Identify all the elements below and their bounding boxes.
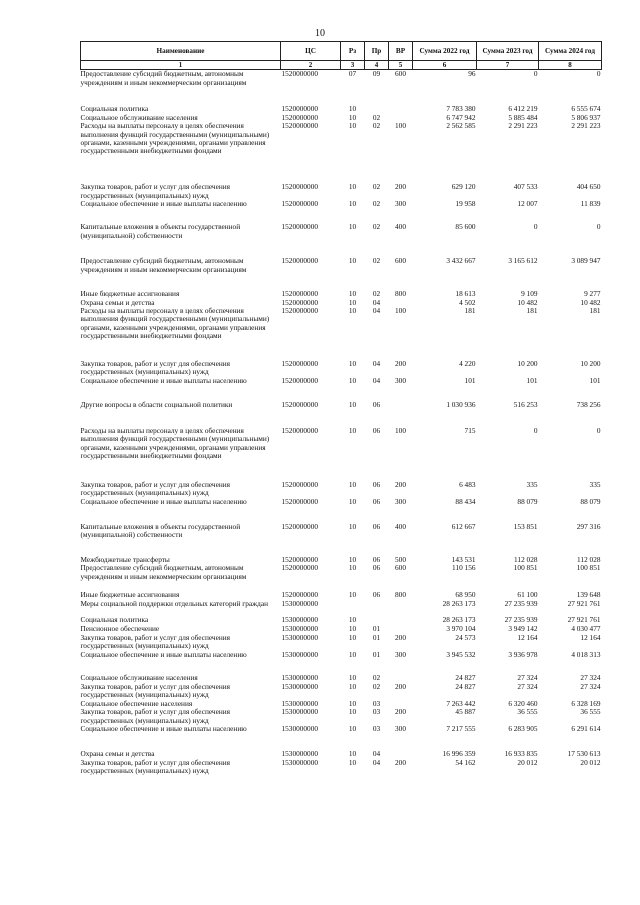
row-cs: 1530000000 [281,681,318,691]
row-name: Закупка товаров, работ и услуг для обеспечения государственных (муниципальных) нужд [80,707,230,725]
table-row [81,481,602,498]
row-sum-2024: 4 030 477 [571,624,601,634]
row-rz: 10 [348,256,357,266]
table-row [81,708,602,725]
table-body [81,70,602,777]
table-row [81,427,602,481]
row-sum-2024: 12 164 [580,632,601,642]
row-sum-2024: 27 921 761 [567,615,601,625]
table-row [81,651,602,674]
row-vr: 800 [395,590,406,600]
table-row [81,725,602,750]
row-sum-2024: 335 [589,480,601,490]
row-vr: 400 [395,222,406,232]
row-sum-2024: 0 [596,426,601,436]
column-number: 3 [341,61,365,70]
row-name: Охрана семьи и детства [80,297,155,307]
table-row [81,223,602,257]
row-sum-2022: 3 945 532 [446,649,476,659]
row-sum-2022: 16 996 359 [442,749,476,759]
header-sum-2022: Сумма 2022 год [413,42,477,61]
row-sum-2024: 88 079 [580,497,601,507]
row-cs: 1530000000 [281,649,318,659]
row-pr: 02 [372,681,381,691]
row-pr: 04 [372,359,381,369]
row-rz: 10 [348,297,357,307]
row-cs: 1520000000 [281,222,318,232]
row-vr: 200 [395,480,406,490]
row-rz: 10 [348,707,357,717]
header-sum-2023: Сумма 2023 год [477,42,539,61]
row-sum-2022: 24 573 [455,632,476,642]
row-name: Закупка товаров, работ и услуг для обеспечения государственных (муниципальных) нужд [80,480,230,498]
row-sum-2023: 6 283 905 [508,724,538,734]
row-name: Предоставление субсидий бюджетным, автономным учреждениям и иным некоммерческим организациям [80,69,247,87]
table-row [81,564,602,591]
row-sum-2024: 3 089 947 [571,256,601,266]
row-sum-2023: 6 412 219 [508,104,538,114]
row-sum-2023: 335 [526,480,538,490]
row-cs: 1520000000 [281,121,318,131]
table-row [81,257,602,290]
row-sum-2023: 16 933 835 [504,749,538,759]
table-header [81,42,602,70]
row-pr: 04 [372,757,381,767]
row-cs: 1530000000 [281,724,318,734]
row-cs: 1520000000 [281,104,318,114]
row-pr: 06 [372,426,381,436]
row-pr: 06 [372,563,381,573]
row-cs: 1520000000 [281,590,318,600]
row-sum-2024: 6 555 674 [571,104,601,114]
row-rz: 07 [348,69,357,79]
row-pr: 06 [372,400,381,410]
table-row [81,122,602,183]
column-number: 5 [389,61,413,70]
row-sum-2022: 629 120 [451,182,476,192]
row-sum-2024: 101 [589,376,601,386]
column-number: 4 [365,61,389,70]
row-sum-2022: 715 [464,426,476,436]
row-pr: 01 [372,624,381,634]
row-sum-2024: 17 530 613 [567,749,601,759]
row-sum-2022: 7 217 555 [446,724,476,734]
row-rz: 10 [348,757,357,767]
header-pr: Пр [365,42,389,61]
row-pr: 06 [372,480,381,490]
row-sum-2023: 100 851 [513,563,538,573]
row-pr: 02 [372,182,381,192]
row-cs: 1520000000 [281,306,318,316]
row-vr: 300 [395,199,406,209]
row-sum-2023: 101 [526,376,538,386]
row-name: Межбюджетные трансферты [80,555,170,565]
row-sum-2024: 404 650 [576,182,601,192]
row-name: Предоставление субсидий бюджетным, автономным учреждениям и иным некоммерческим организациям [80,563,247,581]
row-pr: 04 [372,306,381,316]
row-sum-2024: 6 328 169 [571,698,601,708]
row-name: Предоставление субсидий бюджетным, автономным учреждениям и иным некоммерческим организациям [80,256,247,274]
row-sum-2024: 0 [596,222,601,232]
row-name: Социальная политика [80,104,149,114]
row-sum-2023: 12 164 [517,632,538,642]
table-row [81,183,602,200]
row-cs: 1520000000 [281,555,318,565]
table-row [81,498,602,523]
row-name: Социальное обеспечение и иные выплаты населению [80,649,247,659]
row-sum-2023: 5 885 484 [508,112,538,122]
row-name: Социальное обслуживание населения [80,672,198,682]
row-cs: 1520000000 [281,289,318,299]
row-sum-2022: 3 970 104 [446,624,476,634]
column-number: 7 [477,61,539,70]
row-sum-2024: 0 [596,69,601,79]
row-cs: 1530000000 [281,615,318,625]
row-pr: 09 [372,69,381,79]
row-rz: 10 [348,624,357,634]
row-pr: 01 [372,632,381,642]
row-rz: 10 [348,632,357,642]
row-vr: 400 [395,522,406,532]
row-pr: 03 [372,724,381,734]
table-row [81,360,602,377]
row-name: Закупка товаров, работ и услуг для обеспечения государственных (муниципальных) нужд [80,757,230,776]
row-name: Иные бюджетные ассигнования [80,590,180,600]
row-sum-2023: 2 291 223 [508,121,538,131]
row-vr: 300 [395,497,406,507]
row-pr: 06 [372,522,381,532]
row-sum-2022: 1 030 936 [446,400,476,410]
row-rz: 10 [348,400,357,410]
row-vr: 200 [395,681,406,691]
row-sum-2023: 0 [533,426,538,436]
row-sum-2022: 4 220 [459,359,476,369]
row-cs: 1520000000 [281,182,318,192]
row-name: Социальное обеспечение и иные выплаты населению [80,497,247,507]
row-cs: 1520000000 [281,522,318,532]
table-row [81,377,602,401]
header-sum-2024: Сумма 2024 год [539,42,602,61]
budget-table [80,41,602,777]
row-cs: 1530000000 [281,624,318,634]
row-sum-2022: 4 502 [459,297,476,307]
row-rz: 10 [348,555,357,565]
row-sum-2023: 3 936 978 [508,649,538,659]
row-vr [389,105,413,113]
row-cs: 1520000000 [281,256,318,266]
row-sum-2022: 24 827 [455,672,476,682]
row-rz: 10 [348,121,357,131]
row-rz: 10 [348,563,357,573]
row-sum-2024: 2 291 223 [571,121,601,131]
row-rz: 10 [348,672,357,682]
row-pr: 06 [372,590,381,600]
row-sum-2024: 738 256 [576,400,601,410]
row-rz: 10 [348,306,357,316]
row-cs: 1520000000 [281,400,318,410]
row-name: Социальное обеспечение и иные выплаты населению [80,724,247,734]
row-pr: 02 [372,256,381,266]
row-pr: 02 [372,222,381,232]
column-number: 6 [413,61,477,70]
row-sum-2023: 27 235 939 [504,615,538,625]
row-name: Расходы на выплаты персоналу в целях обеспечения выполнения функций государственными (муниципальными) органами, казенными учреждениями, органами управления государственными внебюджетными фондами [80,121,270,156]
header-rz: Рз [341,42,365,61]
row-sum-2022: 6 483 [459,480,476,490]
row-sum-2023: 27 324 [517,672,538,682]
row-vr: 100 [395,306,406,316]
row-name: Меры социальной поддержки отдельных категорий граждан [80,599,269,609]
row-name: Охрана семьи и детства [80,749,155,759]
row-pr: 03 [372,707,381,717]
row-pr: 04 [372,297,381,307]
row-rz [341,600,365,616]
row-sum-2023: 20 012 [517,757,538,767]
row-name: Расходы на выплаты персоналу в целях обеспечения выполнения функций государственными (муниципальными) органами, казенными учреждениями, органами управления государственными внебюджетными фондами [80,306,270,341]
row-rz: 10 [348,749,357,759]
row-vr: 500 [395,555,406,565]
row-sum-2023: 61 100 [517,590,538,600]
row-sum-2023: 9 109 [521,289,538,299]
row-name: Социальное обеспечение и иные выплаты населению [80,199,247,209]
column-number: 2 [281,61,341,70]
row-name: Пенсионное обеспечение [80,624,160,634]
row-name: Другие вопросы в области социальной политики [80,400,233,410]
row-vr: 600 [395,69,406,79]
row-sum-2024: 36 555 [580,707,601,717]
table-row [81,401,602,427]
row-rz: 10 [348,289,357,299]
row-sum-2024: 139 648 [576,590,601,600]
table-row [81,523,602,556]
row-name: Закупка товаров, работ и услуг для обеспечения государственных (муниципальных) нужд [80,681,230,700]
row-sum-2022: 45 887 [455,707,476,717]
table-row [81,307,602,360]
row-sum-2023: 10 200 [517,359,538,369]
row-vr: 200 [395,757,406,767]
row-cs: 1520000000 [281,199,318,209]
row-vr: 200 [395,632,406,642]
row-sum-2022: 28 263 173 [442,599,476,609]
row-cs: 1520000000 [281,112,318,122]
row-sum-2023: 10 482 [517,297,538,307]
row-sum-2023: 153 851 [513,522,538,532]
row-pr: 02 [372,672,381,682]
row-rz: 10 [348,698,357,708]
row-cs: 1530000000 [281,698,318,708]
row-vr [389,401,413,427]
row-sum-2023: 88 079 [517,497,538,507]
row-sum-2023: 407 533 [513,182,538,192]
row-cs: 1530000000 [281,757,318,767]
row-cs: 1530000000 [281,672,318,682]
row-name: Иные бюджетные ассигнования [80,289,180,299]
row-sum-2022: 68 950 [455,590,476,600]
row-sum-2022: 101 [464,376,476,386]
row-name: Расходы на выплаты персоналу в целях обеспечения выполнения функций государственными (муниципальными) органами, казенными учреждениями, органами управления государственными внебюджетными фондами [80,426,270,461]
column-number: 8 [539,61,602,70]
row-cs: 1520000000 [281,297,318,307]
row-rz: 10 [348,724,357,734]
row-sum-2023: 36 555 [517,707,538,717]
table-row [81,759,602,777]
row-cs: 1530000000 [281,599,318,609]
row-pr: 06 [372,497,381,507]
row-cs: 1520000000 [281,480,318,490]
row-sum-2022: 18 613 [455,289,476,299]
row-sum-2024: 112 028 [577,555,601,565]
row-sum-2024: 5 806 937 [571,112,601,122]
table-row [81,70,602,106]
header-name: Наименование [81,42,281,61]
row-rz: 10 [348,199,357,209]
row-sum-2022: 19 958 [455,199,476,209]
row-sum-2023: 12 007 [517,199,538,209]
row-cs: 1530000000 [281,749,318,759]
row-rz: 10 [348,222,357,232]
row-sum-2023: 0 [533,222,538,232]
row-sum-2023: 0 [533,69,538,79]
row-cs: 1520000000 [281,376,318,386]
row-vr: 200 [395,182,406,192]
row-vr [389,616,413,625]
row-sum-2022: 2 562 585 [446,121,476,131]
row-sum-2024: 9 277 [584,289,601,299]
row-sum-2022: 7 783 380 [446,104,476,114]
header-cs: ЦС [281,42,341,61]
row-sum-2023: 3 949 142 [508,624,538,634]
row-sum-2022: 24 827 [455,681,476,691]
row-rz: 10 [348,359,357,369]
row-pr [365,600,389,616]
row-sum-2023: 27 235 939 [504,599,538,609]
row-pr: 03 [372,698,381,708]
row-sum-2024: 10 200 [580,359,601,369]
row-sum-2023: 3 165 612 [508,256,538,266]
row-pr: 04 [372,376,381,386]
row-sum-2023: 181 [526,306,538,316]
row-rz: 10 [348,426,357,436]
row-sum-2023: 112 028 [514,555,538,565]
row-vr: 800 [395,289,406,299]
row-sum-2024: 297 316 [576,522,601,532]
row-sum-2024: 27 921 761 [567,599,601,609]
row-rz: 10 [348,182,357,192]
row-pr: 06 [372,555,381,565]
row-name: Капитальные вложения в объекты государственной (муниципальной) собственности [80,222,241,240]
row-cs: 1530000000 [281,707,318,717]
row-sum-2022: 6 747 942 [446,112,476,122]
row-pr: 04 [372,749,381,759]
row-sum-2023: 27 324 [517,681,538,691]
row-sum-2024: 27 324 [580,681,601,691]
page-number: 10 [315,28,325,39]
row-rz: 10 [348,615,357,625]
row-vr [389,600,413,616]
row-sum-2022: 96 [468,69,476,79]
row-vr: 200 [395,359,406,369]
row-name: Капитальные вложения в объекты государственной (муниципальной) собственности [80,522,241,540]
row-sum-2022: 85 600 [455,222,476,232]
row-cs: 1520000000 [281,69,318,79]
row-sum-2022: 143 531 [451,555,476,565]
row-name: Закупка товаров, работ и услуг для обеспечения государственных (муниципальных) нужд [80,359,230,377]
row-sum-2023: 6 320 460 [508,698,538,708]
row-rz: 10 [348,376,357,386]
table-row [81,634,602,651]
row-rz: 10 [348,649,357,659]
row-rz: 10 [348,522,357,532]
row-rz: 10 [348,112,357,122]
row-rz: 10 [348,104,357,114]
row-cs: 1530000000 [281,632,318,642]
row-sum-2024: 11 839 [580,199,601,209]
row-sum-2022: 181 [464,306,476,316]
table-row [81,200,602,223]
row-vr: 300 [395,649,406,659]
row-vr: 300 [395,376,406,386]
row-name: Социальная политика [80,615,149,625]
header-vr: ВР [389,42,413,61]
row-rz: 10 [348,681,357,691]
row-pr: 02 [372,199,381,209]
row-name: Закупка товаров, работ и услуг для обеспечения государственных (муниципальных) нужд [80,632,230,651]
row-sum-2022: 7 263 442 [446,698,476,708]
row-vr: 100 [395,426,406,436]
header-row [81,42,602,61]
row-pr: 02 [372,121,381,131]
row-vr: 600 [395,563,406,573]
row-sum-2024: 181 [589,306,601,316]
row-cs: 1520000000 [281,426,318,436]
row-sum-2024: 20 012 [580,757,601,767]
row-sum-2022: 612 667 [451,522,476,532]
row-pr: 02 [372,289,381,299]
row-sum-2022: 3 432 667 [446,256,476,266]
row-cs: 1520000000 [281,359,318,369]
row-pr: 02 [372,112,381,122]
row-vr: 200 [395,707,406,717]
row-cs: 1520000000 [281,563,318,573]
row-sum-2024: 10 482 [580,297,601,307]
row-sum-2022: 110 156 [452,563,476,573]
column-number: 1 [81,61,281,70]
row-sum-2024: 4 018 313 [571,649,601,659]
row-rz: 10 [348,480,357,490]
row-sum-2022: 28 263 173 [442,615,476,625]
row-vr: 600 [395,256,406,266]
row-rz: 10 [348,497,357,507]
row-sum-2024: 100 851 [576,563,601,573]
row-vr: 300 [395,724,406,734]
row-name: Закупка товаров, работ и услуг для обеспечения государственных (муниципальных) нужд [80,182,230,200]
row-sum-2023: 516 253 [513,400,538,410]
row-vr: 100 [395,121,406,131]
row-sum-2024: 27 324 [580,672,601,682]
row-pr: 01 [372,649,381,659]
row-sum-2024: 6 291 614 [571,724,601,734]
table-row [81,683,602,700]
table-row [81,600,602,616]
row-sum-2022: 88 434 [455,497,476,507]
row-name: Социальное обслуживание населения [80,112,198,122]
row-rz: 10 [348,590,357,600]
row-sum-2022: 54 162 [455,757,476,767]
row-name: Социальное обеспечение и иные выплаты населению [80,376,247,386]
row-cs: 1520000000 [281,497,318,507]
row-name: Социальное обеспечение населения [80,698,193,708]
